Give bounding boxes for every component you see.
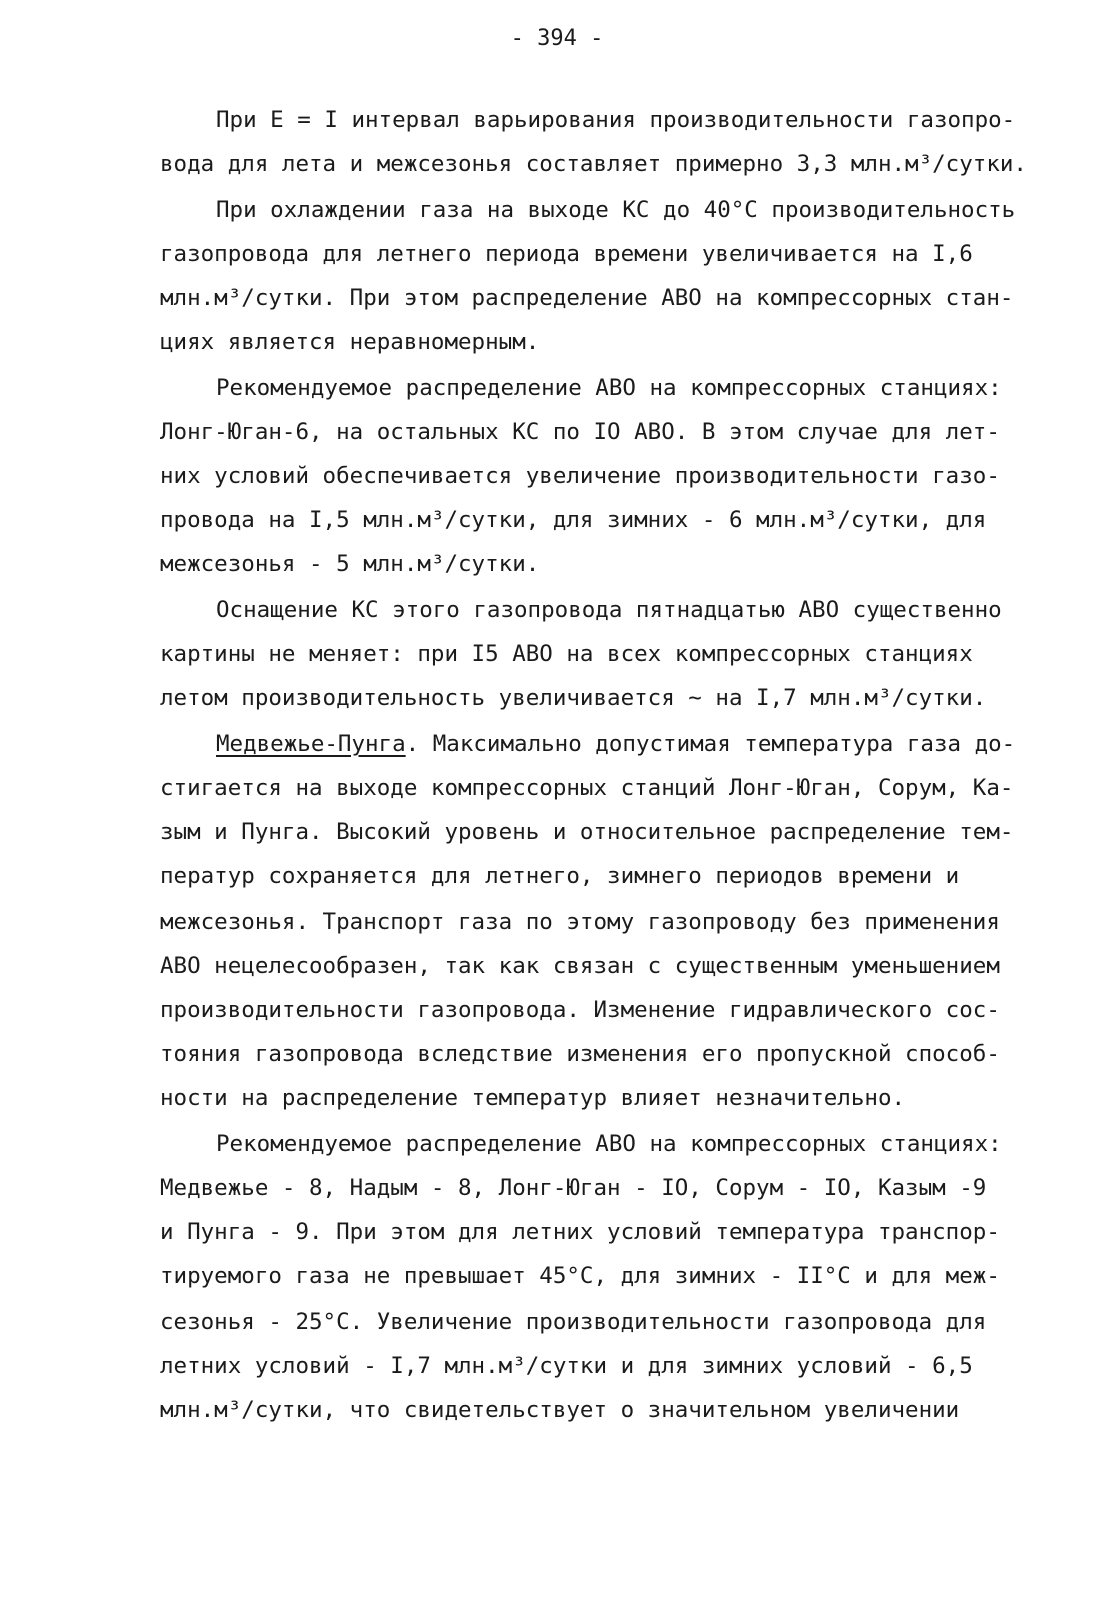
text-line: газопровода для летнего периода времени увеличивается на I,6 — [160, 241, 973, 267]
text-line: млн.м³/сутки. При этом распределение АВО на компрессорных стан- — [160, 285, 1014, 311]
text-line: Рекомендуемое распределение АВО на компрессорных станциях: — [216, 375, 1002, 401]
text-line: сезонья - 25°С. Увеличение производительности газопровода для — [160, 1309, 987, 1335]
text-line: АВО нецелесообразен, так как связан с существенным уменьшением — [160, 953, 1000, 979]
section-heading-rest: . Максимально допустимая температура газа до- — [405, 731, 1016, 757]
text-line: Рекомендуемое распределение АВО на компрессорных станциях: — [216, 1131, 1002, 1157]
text-line: провода на I,5 млн.м³/сутки, для зимних - 6 млн.м³/сутки, для — [160, 507, 987, 533]
text-line: производительности газопровода. Изменение гидравлического сос- — [160, 997, 1000, 1023]
page-number: - 394 - — [510, 26, 604, 51]
text-line: циях является неравномерным. — [160, 329, 540, 355]
text-line: ператур сохраняется для летнего, зимнего периодов времени и — [160, 863, 960, 889]
text-line: тояния газопровода вследствие изменения его пропускной способ- — [160, 1041, 1000, 1067]
section-heading-line — [216, 728, 1015, 760]
text-line: зым и Пунга. Высокий уровень и относительное распределение тем- — [160, 819, 1014, 845]
text-line: них условий обеспечивается увеличение производительности газо- — [160, 463, 1000, 489]
text-line: стигается на выходе компрессорных станций Лонг-Юган, Сорум, Ка- — [160, 775, 1014, 801]
text-line: При Е = I интервал варьирования производительности газопро- — [216, 107, 1016, 133]
text-line: Оснащение КС этого газопровода пятнадцатью АВО существенно — [216, 597, 1002, 623]
text-line: тируемого газа не превышает 45°С, для зимних - II°С и для меж- — [160, 1263, 1000, 1289]
text-line: млн.м³/сутки, что свидетельствует о значительном увеличении — [160, 1397, 960, 1423]
text-line: межсезонья. Транспорт газа по этому газопроводу без применения — [160, 909, 1000, 935]
text-line: При охлаждении газа на выходе КС до 40°С производительность — [216, 197, 1016, 223]
text-line: летом производительность увеличивается ~ на I,7 млн.м³/сутки. — [160, 685, 987, 711]
text-line: Медвежье - 8, Надым - 8, Лонг-Юган - IO, Сорум - IO, Казым -9 — [160, 1175, 987, 1201]
text-line: картины не меняет: при I5 АВО на всех компрессорных станциях — [160, 641, 973, 667]
text-line: межсезонья - 5 млн.м³/сутки. — [160, 551, 540, 577]
text-line: вода для лета и межсезонья составляет примерно 3,3 млн.м³/сутки. — [160, 151, 1027, 177]
text-line: ности на распределение температур влияет незначительно. — [160, 1085, 906, 1111]
section-title: Медвежье-Пунга — [216, 731, 406, 757]
text-line: и Пунга - 9. При этом для летних условий температура транспор- — [160, 1219, 1000, 1245]
text-line: Лонг-Юган-6, на остальных КС по IO АВО. В этом случае для лет- — [160, 419, 1000, 445]
text-line: летних условий - I,7 млн.м³/сутки и для зимних условий - 6,5 — [160, 1353, 973, 1379]
